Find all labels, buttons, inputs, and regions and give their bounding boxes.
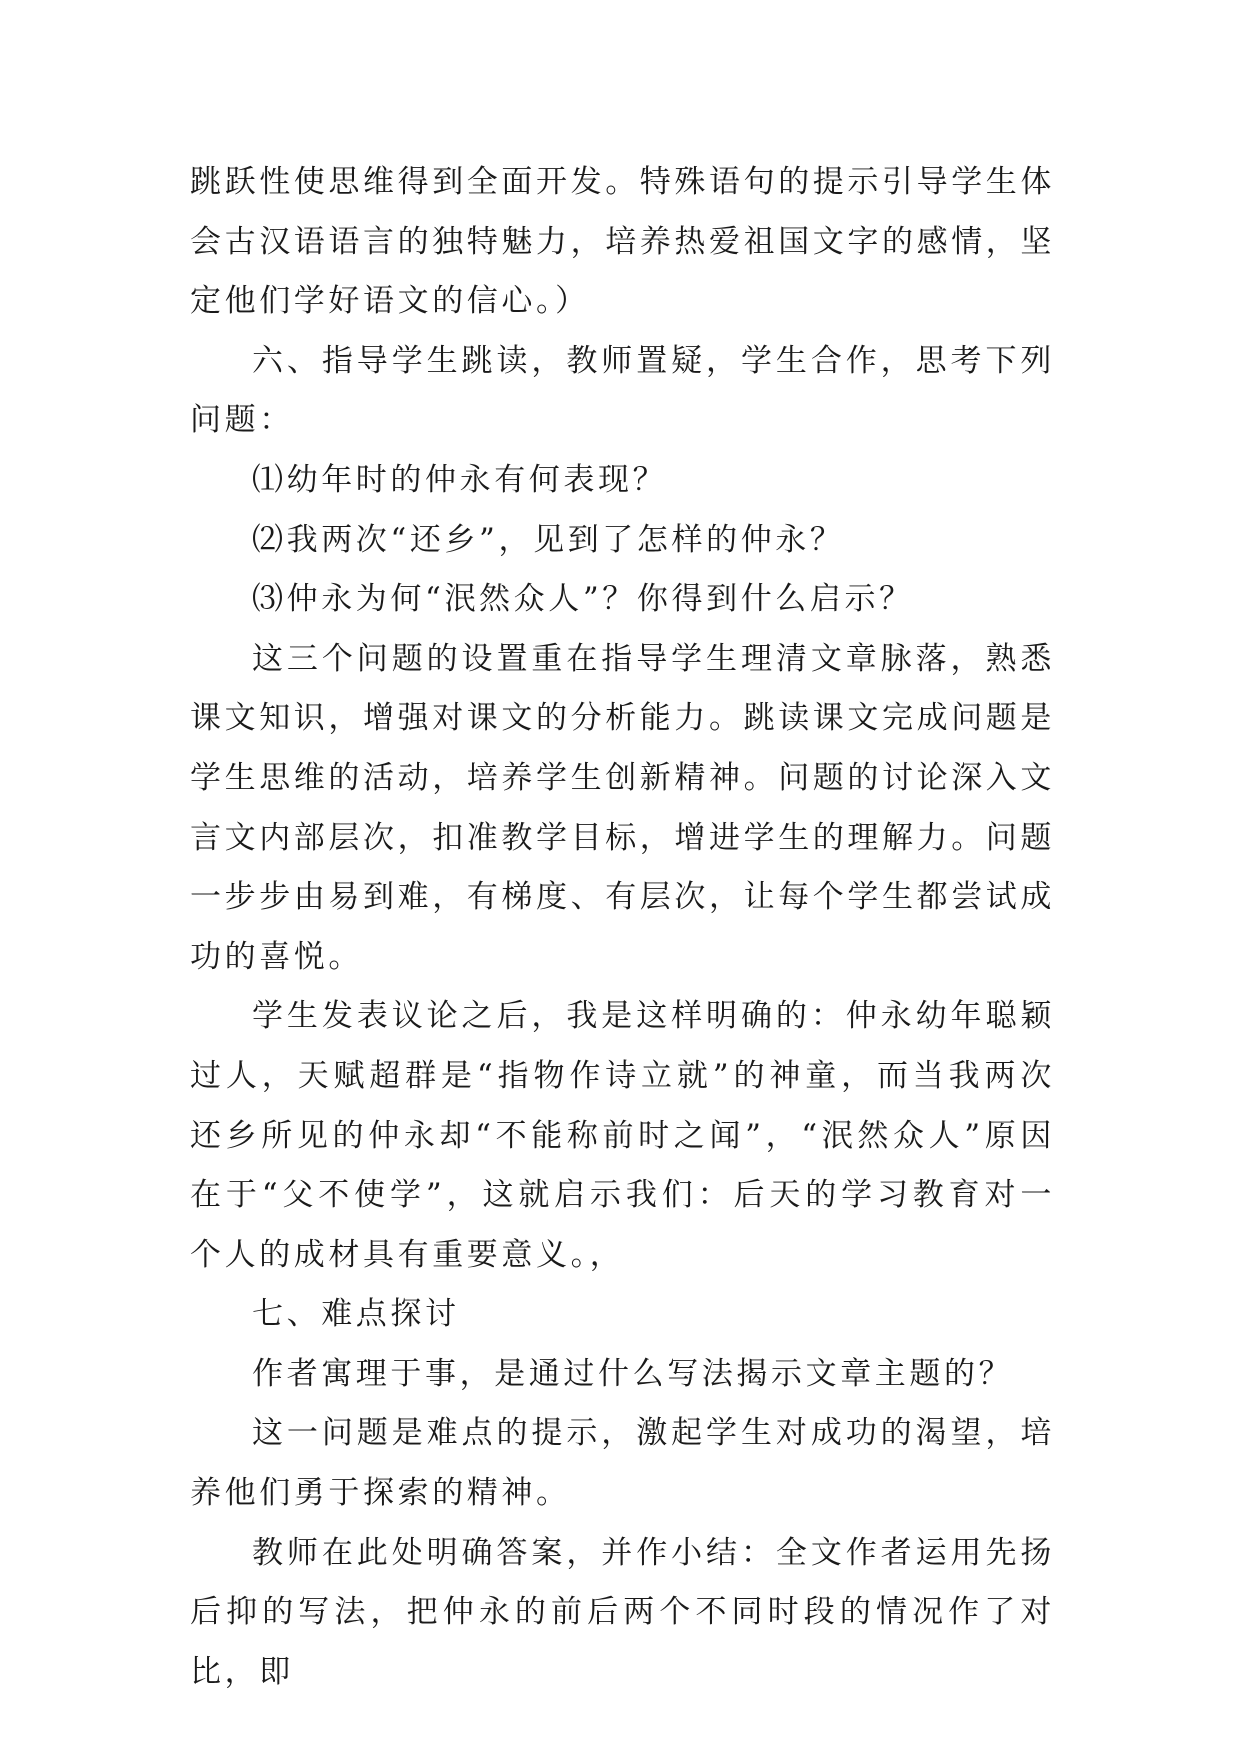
paragraph-difficulty-purpose: 这一问题是难点的提示，激起学生对成功的渴望，培养他们勇于探索的精神。 — [190, 1415, 1055, 1512]
paragraph-question-1: ⑴幼年时的仲永有何表现？ — [252, 461, 668, 498]
paragraph-continuation: 跳跃性使思维得到全面开发。特殊语句的提示引导学生体会古汉语语言的独特魅力，培养热爱祖国文字的感情，坚定他们学好语文的信心。） — [190, 164, 1055, 320]
paragraph-teacher-clarification: 学生发表议论之后，我是这样明确的：仲永幼年聪颖过人，天赋超群是“指物作诗立就”的神童，而当我两次还乡所见的仲永却“不能称前时之闻”，“泯然众人”原因在于“父不使学”，这就启示我们：后天的学习教育对一个人的成材具有重要意义。， — [190, 998, 1055, 1273]
document-body — [190, 153, 1055, 1702]
paragraph-questions-purpose: 这三个问题的设置重在指导学生理清文章脉落，熟悉课文知识，增强对课文的分析能力。跳读课文完成问题是学生思维的活动，培养学生创新精神。问题的讨论深入文言文内部层次，扣准教学目标，增进学生的理解力。问题一步步由易到难，有梯度、有层次，让每个学生都尝试成功的喜悦。 — [190, 640, 1055, 975]
paragraph-section-six-heading: 六、指导学生跳读，教师置疑，学生合作，思考下列问题： — [190, 342, 1055, 439]
paragraph-question-3: ⑶仲永为何“泯然众人”？你得到什么启示？ — [252, 581, 914, 618]
paragraph-summary: 教师在此处明确答案，并作小结：全文作者运用先扬后抑的写法，把仲永的前后两个不同时段的情况作了对比，即 — [190, 1534, 1055, 1690]
paragraph-difficulty-question: 作者寓理于事，是通过什么写法揭示文章主题的？ — [252, 1355, 1014, 1392]
paragraph-question-2: ⑵我两次“还乡”，见到了怎样的仲永？ — [252, 521, 845, 558]
paragraph-section-seven-heading: 七、难点探讨 — [252, 1296, 460, 1333]
